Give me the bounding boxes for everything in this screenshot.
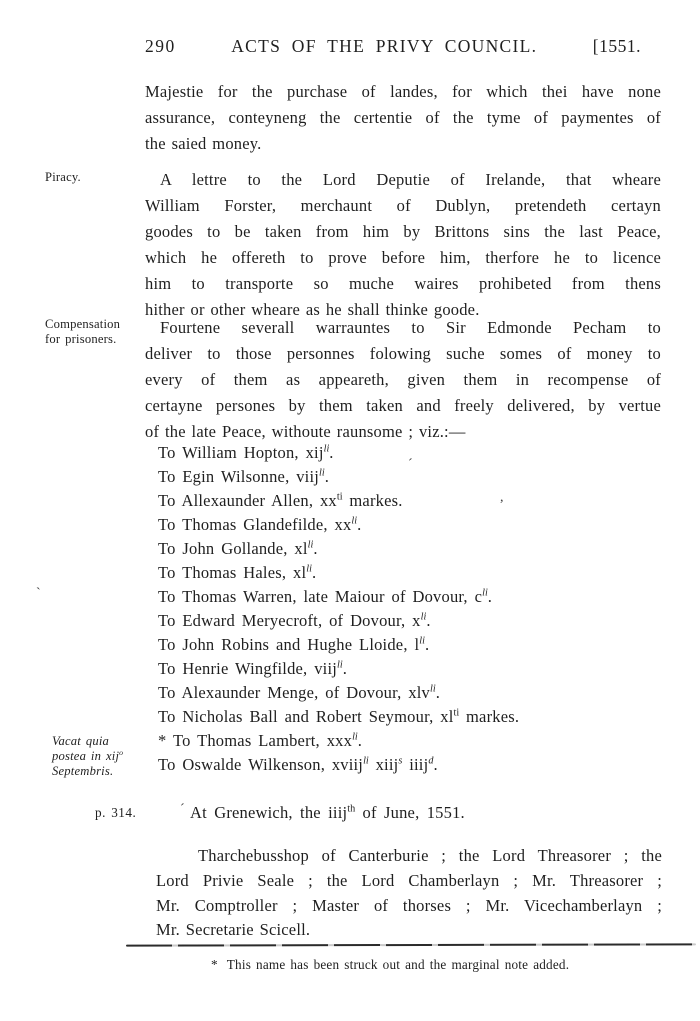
warrant-list	[145, 441, 665, 777]
warrant-item: To Thomas Hales, $xl^{li}$.	[158, 563, 317, 582]
superscript-denomination: li	[306, 563, 312, 575]
text-line: assurance, conteyneng the certentie of the tyme of paymentes of	[145, 108, 661, 127]
warrant-item: To Allexaunder Allen, $xx^{ti}$ markes.	[158, 491, 403, 510]
text-line: goodes to be taken from him by Brittons sins the last Peace,	[145, 222, 661, 241]
text-line: the saied money.	[145, 134, 262, 153]
warrant-item: To John Robins and Hughe Lloide, $l^{li}$.	[158, 635, 430, 654]
ink-mark: `	[36, 586, 41, 601]
warrant-item: To Nicholas Ball and Robert Seymour, $xl^{ti}$ markes.	[158, 707, 520, 726]
superscript-denomination: li	[319, 467, 325, 479]
text-line: Mr. Secretarie Scicell.	[156, 920, 311, 940]
running-title: ACTS OF THE PRIVY COUNCIL.	[231, 36, 538, 56]
superscript-denomination: o	[119, 747, 124, 757]
warrant-item: To William Hopton, xij$^{li}$.	[158, 443, 334, 462]
margin-note-piracy	[45, 170, 145, 185]
warrant-item: To Thomas Warren, late Maiour of Dovour, $c^{li}$.	[158, 587, 493, 606]
year-marker: [1551.	[592, 36, 641, 56]
text-line: Fourtene severall warrauntes to Sir Edmonde Pecham to	[160, 318, 661, 337]
warrant-item: To Oswalde Wilkenson, xviij$^{li}$ xiij$^s$ iiij$^d$.	[158, 755, 438, 774]
margin-note-line: Vacat quia	[52, 734, 110, 748]
text-line: William Forster, merchaunt of Dublyn, pretendeth certayn	[145, 196, 661, 215]
text-line: Mr. Comptroller ; Master of thorses ; Mr. Vicechamberlayn ;	[156, 895, 662, 915]
warrant-item: To Alexaunder Menge, of Dovour, xlv$^{li}$.	[158, 683, 441, 702]
running-head	[145, 36, 641, 57]
superscript-denomination: th	[347, 803, 356, 815]
footnote-marker: *	[211, 957, 218, 972]
superscript-denomination: d	[428, 755, 434, 767]
superscript-denomination: li	[430, 683, 436, 695]
superscript-denomination: li	[351, 515, 358, 527]
warrant-item: To Thomas Glandefilde, $xx^{li}$.	[158, 515, 362, 534]
superscript-denomination: ti	[336, 491, 343, 503]
text-line: Majestie for the purchase of landes, for which thei have none	[145, 82, 661, 101]
margin-note-compensation	[45, 317, 145, 347]
text-line: A lettre to the Lord Deputie of Irelande, that wheare	[160, 170, 661, 189]
margin-note-line: for prisoners.	[45, 331, 117, 346]
margin-note-line: p. 314.	[95, 805, 137, 820]
paragraph-continuation	[145, 79, 661, 157]
superscript-denomination: li	[420, 611, 427, 623]
ink-mark: ´	[180, 802, 185, 817]
attendance-list	[156, 844, 662, 943]
text-line: which he offereth to prove before him, therfore he to licence	[145, 248, 661, 267]
superscript-denomination: li	[363, 755, 369, 767]
margin-note-line: Compensation	[45, 317, 121, 331]
superscript-denomination: ti	[453, 707, 460, 719]
warrant-item: To Henrie Wingfilde, viij$^{li}$.	[158, 659, 348, 678]
paragraph-compensation	[145, 315, 661, 445]
footnote-text: This name has been struck out and the marginal note added.	[226, 957, 570, 972]
text-line: him to transporte so muche waires prohibeted from thens	[145, 274, 661, 293]
margin-note-line: Septembris.	[52, 763, 114, 778]
text-line: certayne persones by them taken and freely delivered, by vertue	[145, 396, 661, 415]
ink-mark: ,	[500, 490, 504, 505]
text-line: Lord Privie Seale ; the Lord Chamberlayn ; Mr. Threasorer ;	[156, 870, 662, 890]
margin-note-line: postea in xij$^o$	[52, 747, 124, 763]
superscript-denomination: li	[482, 587, 488, 599]
warrant-item: To John Gollande, $xl^{li}$.	[158, 539, 318, 558]
text-line: hither or other wheare as he shall thinke goode.	[145, 300, 480, 319]
footnote-rule	[126, 943, 696, 946]
page-number: 290	[145, 36, 176, 56]
margin-note-line: Piracy.	[45, 170, 81, 184]
warrant-item: * To Thomas Lambert, xxx$^{li}$.	[158, 731, 363, 750]
paragraph-piracy	[145, 167, 661, 323]
text-line: deliver to those personnes folowing suche somes of money to	[145, 344, 661, 363]
text-line: of the late Peace, withoute raunsome ; viz.:—	[145, 422, 466, 441]
text-line: every of them as appeareth, given them in recompense of	[145, 370, 661, 389]
ink-mark: ´	[408, 457, 413, 472]
superscript-denomination: li	[337, 659, 343, 671]
superscript-denomination: s	[398, 755, 403, 767]
footnote	[145, 957, 700, 973]
session-heading: At Grenewich, the iiij$^{th}$ of June, 1551.	[190, 803, 465, 822]
warrant-item: To Egin Wilsonne, viij$^{li}$.	[158, 467, 330, 486]
superscript-denomination: li	[307, 539, 314, 551]
text-line: Tharchebusshop of Canterburie ; the Lord Threasorer ; the	[198, 846, 662, 865]
superscript-denomination: li	[352, 731, 358, 743]
margin-note-vacat	[52, 734, 152, 778]
superscript-denomination: li	[323, 443, 330, 455]
warrant-item: To Edward Meryecroft, of Dovour, $x^{li}$.	[158, 611, 431, 630]
superscript-denomination: li	[419, 635, 425, 647]
